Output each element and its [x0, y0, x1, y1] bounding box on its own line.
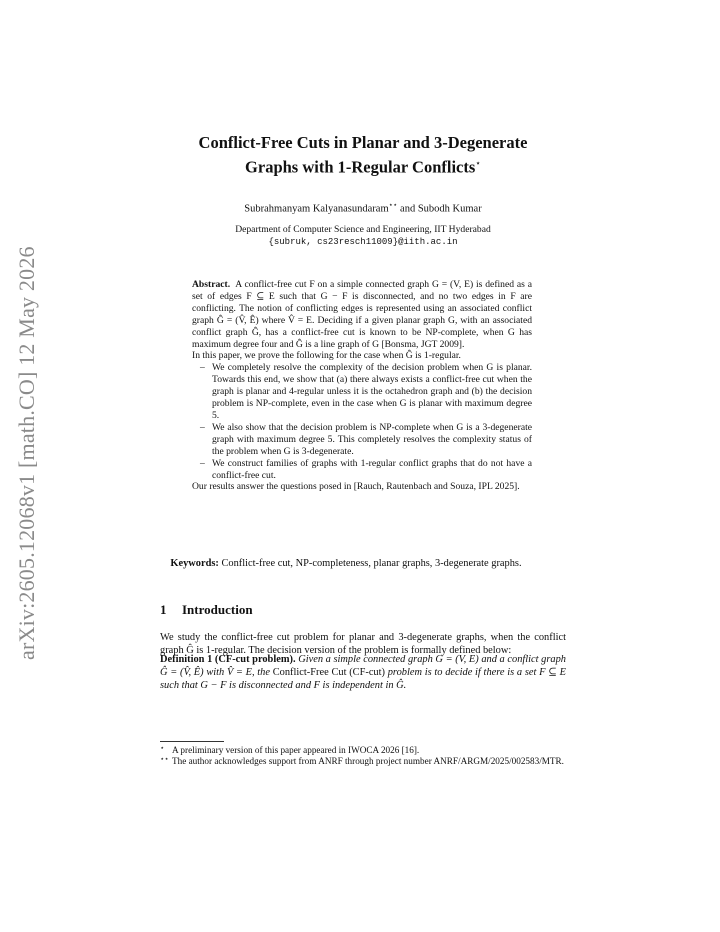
affiliation [160, 224, 566, 248]
abstract-paragraph-2: In this paper, we prove the following for the case when Ĝ is 1-regular. [192, 350, 461, 362]
bullet-dash: – [200, 457, 205, 469]
definition-heading: Definition 1 (CF-cut problem). [160, 654, 296, 665]
abstract-contributions-list [192, 362, 532, 481]
footnote-2-text: The author acknowledges support from ANRF through project number ANRF/ARGM/2025/002583/MTR. [172, 756, 564, 767]
contribution-text: We completely resolve the complexity of the decision problem when G is planar. Towards this end, we show that (a) there always exists a conflict-free cut when the graph is planar and 4-regular unless it is the octahedron graph and (b) the decision problem is NP-complete, even in the case when G is planar with maximum degree 5. [212, 362, 532, 421]
definition-block [160, 654, 566, 692]
contribution-text: We construct families of graphs with 1-regular conflict graphs that do not have a conflict-free cut. [212, 457, 532, 481]
author-conjunction: and [400, 203, 416, 215]
keywords [160, 557, 566, 570]
intro-paragraph: We study the conflict-free cut problem for planar and 3-degenerate graphs, when the conflict graph Ĝ is 1-regular. The decision version of the problem is formally defined below: [160, 632, 566, 656]
section-number: 1 [160, 602, 167, 617]
definition-problem-name: Conflict-Free Cut (CF-cut) [272, 666, 385, 678]
author-1: Subrahmanyam Kalyanasundaram [244, 203, 389, 215]
section-heading [160, 602, 253, 618]
section-title: Introduction [182, 602, 253, 617]
abstract [192, 279, 532, 493]
abstract-heading: Abstract. [192, 279, 231, 290]
contribution-item [192, 362, 532, 422]
definition-text-2: problem is to decide if there is a set F ⊆ E such that G − F is disconnected and F is independent in Ĝ. [160, 666, 566, 691]
bullet-dash: – [200, 421, 205, 433]
definition-text-1: Given a simple connected graph G = (V, E) and a conflict graph Ĝ = (V̂, Ê) with V̂ = E, the [160, 654, 567, 678]
arxiv-identifier-stamp: arXiv:2605.12068v1 [math.CO] 12 May 2026 [14, 246, 39, 660]
footnote-2-mark: ⋆⋆ [160, 755, 169, 764]
contribution-item [192, 458, 532, 482]
footnote-1-mark: ⋆ [160, 744, 165, 752]
affiliation-department: Department of Computer Science and Engineering, IIT Hyderabad [235, 224, 491, 235]
abstract-closing: Our results answer the questions posed in [Rauch, Rautenbach and Souza, IPL 2025]. [192, 481, 520, 493]
footnote-1 [160, 745, 566, 756]
keywords-label: Keywords: [170, 558, 219, 569]
author-list [160, 201, 566, 215]
paper-title [160, 133, 566, 178]
footnote-1-text: A preliminary version of this paper appeared in IWOCA 2026 [16]. [172, 745, 420, 755]
bullet-dash: – [200, 362, 205, 374]
abstract-paragraph-1-text: A conflict-free cut F on a simple connected graph G = (V, E) is defined as a set of edges F ⊆ E such that G − F is disconnected, and no two edges in F are conflicting. The notion of conflicting edges is represented using an associated conflict graph Ĝ = (V̂, Ê) where V̂ = E. Deciding if a given planar graph G, with an associated conflict graph Ĝ, has a conflict-free cut is known to be NP-complete, when G has maximum degree four and Ĝ is a line graph of G [Bonsma, JGT 2009]. [192, 279, 532, 350]
contribution-item [192, 422, 532, 458]
title-footnote-mark: ⋆ [475, 158, 481, 168]
author-1-footnote-mark: ⋆⋆ [388, 201, 398, 209]
footnote-2 [160, 756, 566, 767]
footnotes [160, 745, 566, 768]
author-2: Subodh Kumar [417, 203, 482, 215]
footnote-divider [160, 741, 224, 742]
title-line-1: Conflict-Free Cuts in Planar and 3-Degenerate [198, 133, 528, 152]
title-line-2 [160, 153, 566, 178]
affiliation-emails: {subruk, cs23resch11009}@iith.ac.in [268, 237, 458, 247]
keywords-text: Conflict-free cut, NP-completeness, planar graphs, 3-degenerate graphs. [221, 558, 522, 569]
title-line-2-text: Graphs with 1-Regular Conflicts [245, 157, 476, 177]
contribution-text: We also show that the decision problem is NP-complete when G is a 3-degenerate graph with maximum degree 5. This completely resolves the complexity status of the problem when G is 3-degenerate. [212, 421, 532, 457]
abstract-paragraph-1 [192, 279, 532, 350]
